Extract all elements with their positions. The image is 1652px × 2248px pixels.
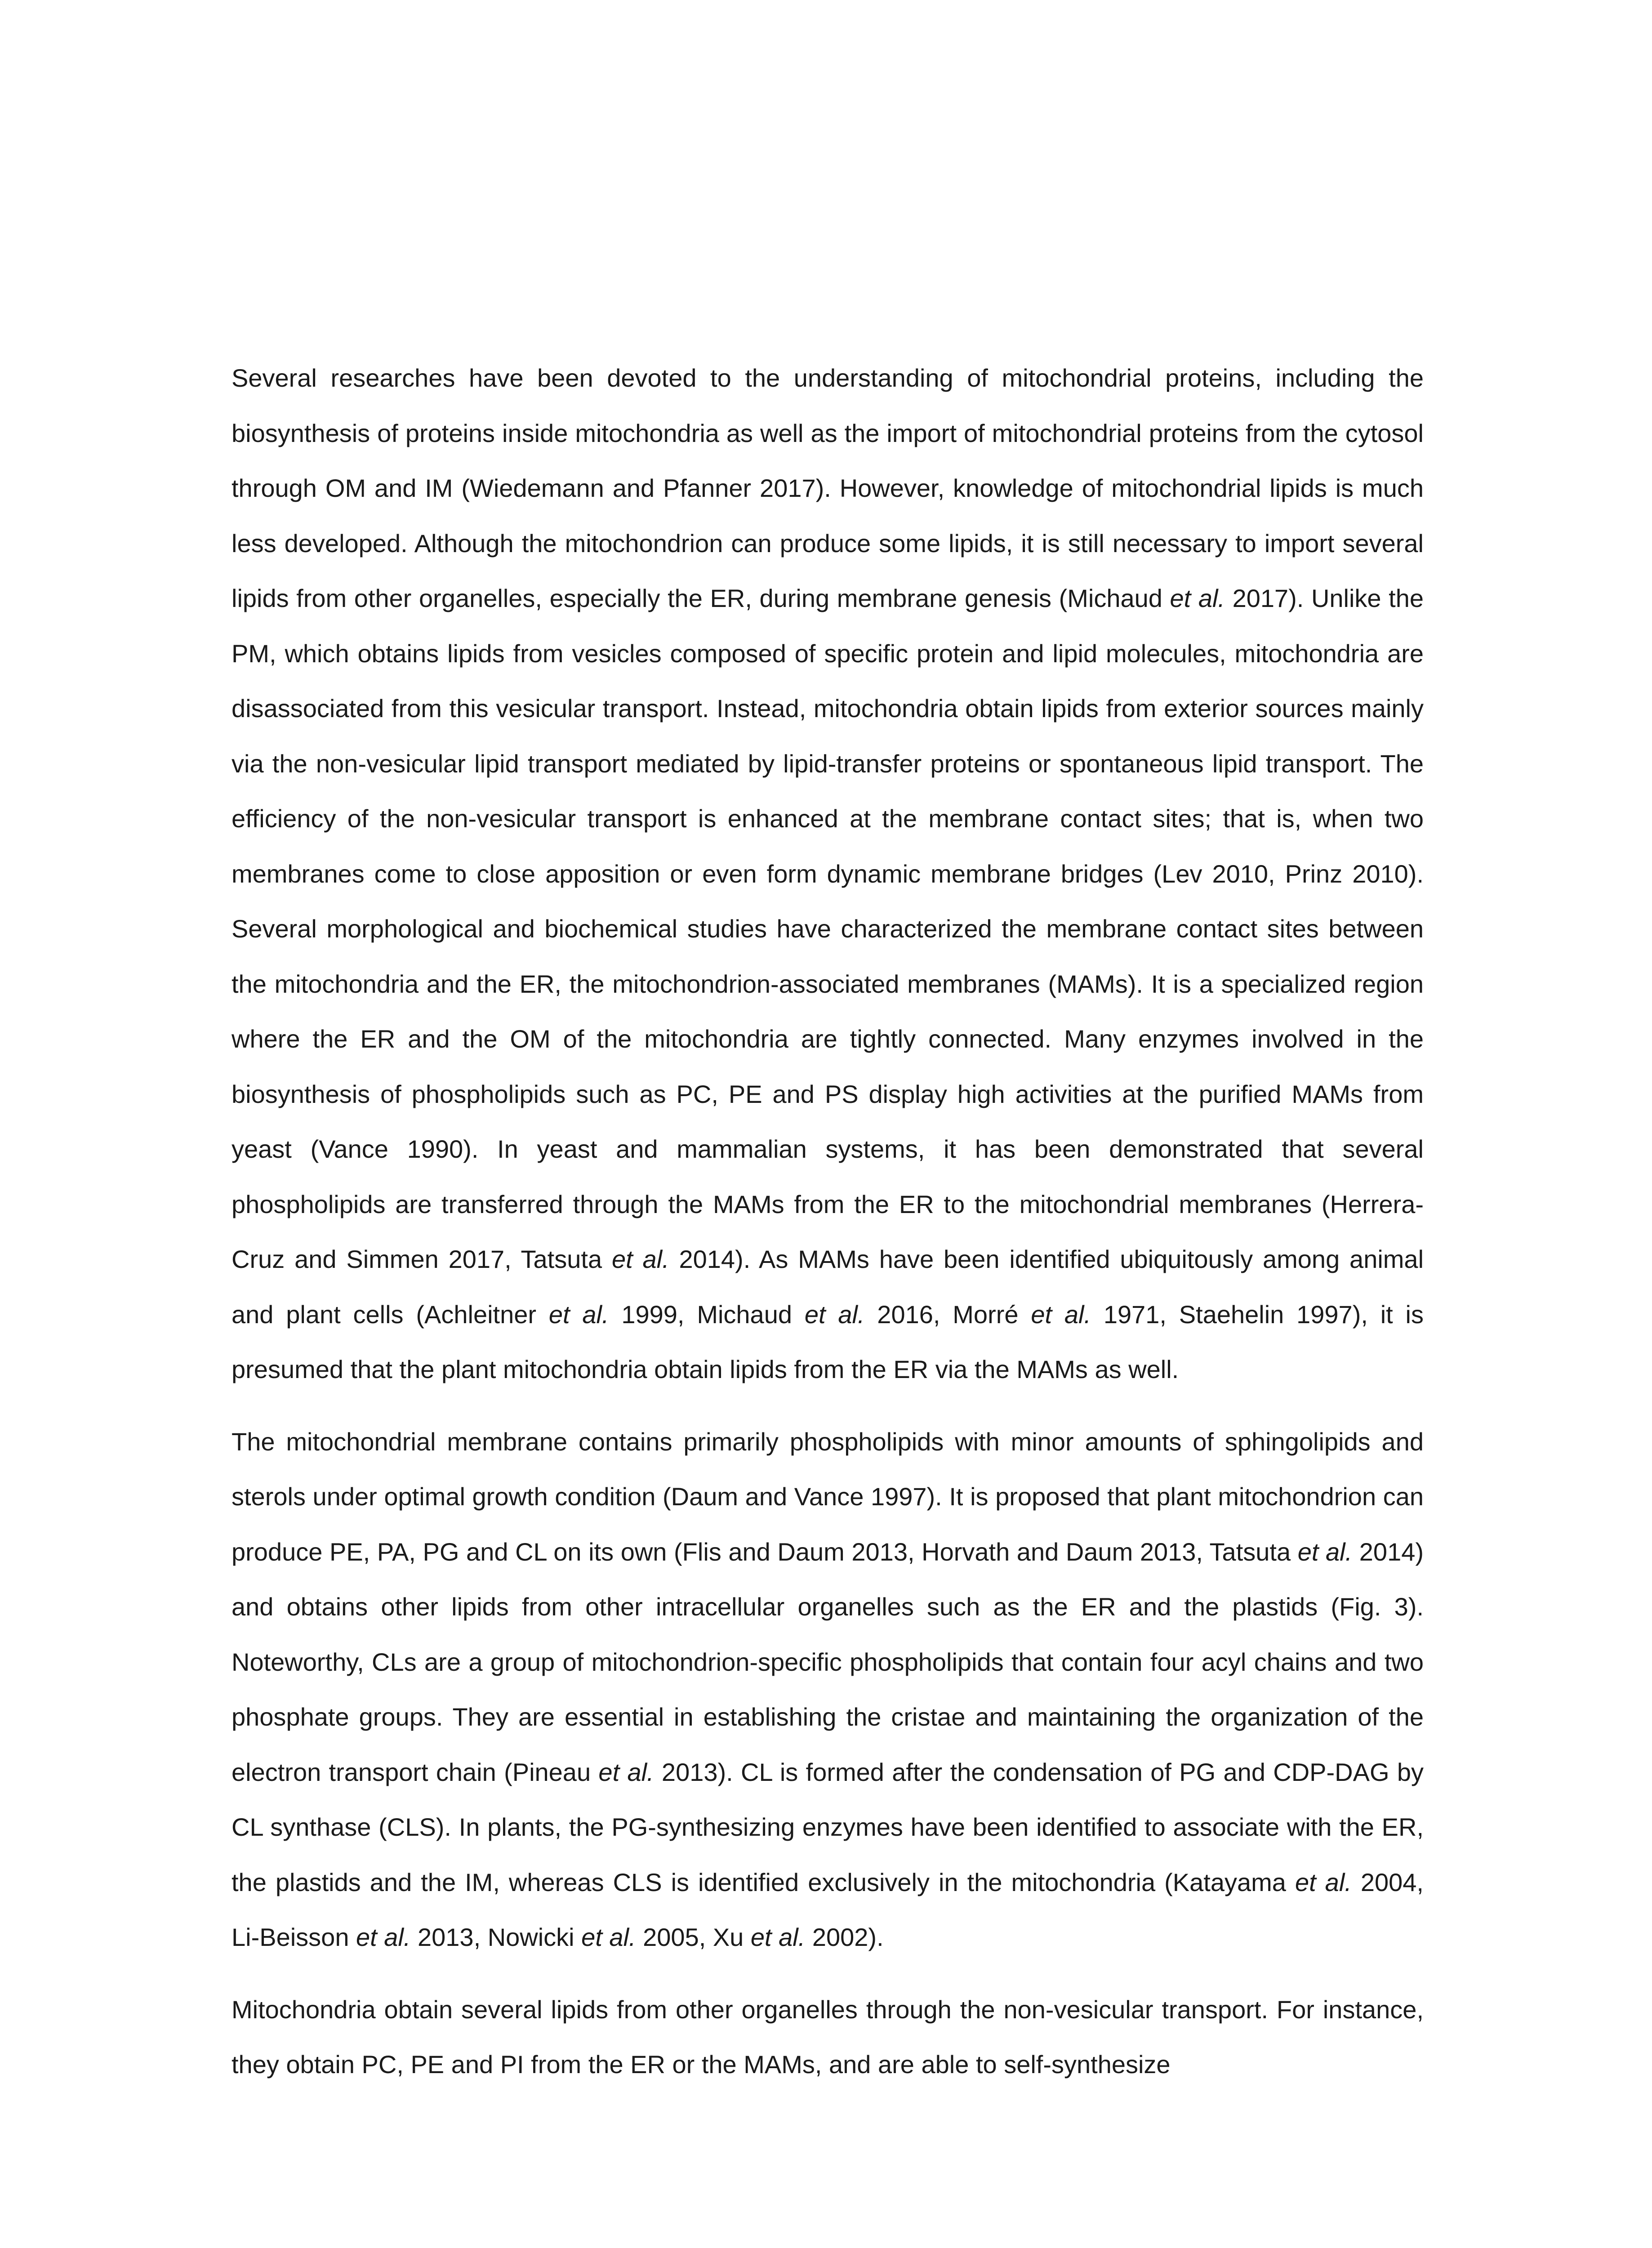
italic-text: et al. — [598, 1757, 654, 1786]
text-run: 1971, Staehelin 1997), it is presumed that the plant mitochondria obtain lipids from the ER via the MAMs as well. — [232, 1300, 1424, 1383]
text-run: 2002). — [805, 1923, 884, 1951]
text-run: The mitochondrial membrane contains primarily phospholipids with minor amounts of sphingolipids and sterols under optimal growth condition (Daum and Vance 1997). It is proposed that plant mitochondrion can produce PE, PA, PG and CL on its own (Flis and Daum 2013, Horvath and Daum 2013, Tatsuta — [232, 1427, 1424, 1566]
paragraph — [232, 351, 1424, 1397]
text-run: 2013). CL is formed after the condensation of PG and CDP-DAG by CL synthase (CLS). In plants, the PG-synthesizing enzymes have been identified to associate with the ER, the plastids and the IM, whereas CLS is identified exclusively in the mitochondria (Katayama — [232, 1757, 1424, 1896]
text-run: 1999, Michaud — [609, 1300, 805, 1329]
text-run: 2017). Unlike the PM, which obtains lipids from vesicles composed of specific protein and lipid molecules, mitochondria are disassociated from this vesicular transport. Instead, mitochondria obtain lipids from exterior sources mainly via the non-vesicular lipid transport mediated by lipid-transfer proteins or spontaneous lipid transport. The efficiency of the non-vesicular transport is enhanced at the membrane contact sites; that is, when two membranes come to close apposition or even form dynamic membrane bridges (Lev 2010, Prinz 2010). Several morphological and biochemical studies have characterized the membrane contact sites between the mitochondria and the ER, the mitochondrion-associated membranes (MAMs). It is a specialized region where the ER and the OM of the mitochondria are tightly connected. Many enzymes involved in the biosynthesis of phospholipids such as PC, PE and PS display high activities at the purified MAMs from yeast (Vance 1990). In yeast and mammalian systems, it has been demonstrated that several phospholipids are transferred through the MAMs from the ER to the mitochondrial membranes (Herrera-Cruz and Simmen 2017, Tatsuta — [232, 584, 1424, 1273]
italic-text: et al. — [1031, 1300, 1091, 1329]
italic-text: et al. — [804, 1300, 865, 1329]
italic-text: et al. — [1297, 1537, 1353, 1566]
text-run: 2004, Li-Beisson — [232, 1868, 1424, 1951]
italic-text: et al. — [581, 1923, 636, 1951]
text-run: Several researches have been devoted to the understanding of mitochondrial proteins, including the biosynthesis of proteins inside mitochondria as well as the import of mitochondrial proteins from the cytosol through OM and IM (Wiedemann and Pfanner 2017). However, knowledge of mitochondrial lipids is much less developed. Although the mitochondrion can produce some lipids, it is still necessary to import several lipids from other organelles, especially the ER, during membrane genesis (Michaud — [232, 364, 1424, 612]
italic-text: et al. — [1295, 1868, 1352, 1896]
text-run: 2013, Nowicki — [410, 1923, 582, 1951]
italic-text: et al. — [750, 1923, 806, 1951]
text-run: 2005, Xu — [636, 1923, 751, 1951]
text-run: 2014) and obtains other lipids from other intracellular organelles such as the ER and the plastids (Fig. 3). Noteworthy, CLs are a group of mitochondrion-specific phospholipids that contain four acyl chains and two phosphate groups. They are essential in establishing the cristae and maintaining the organization of the electron transport chain (Pineau — [232, 1537, 1424, 1786]
italic-text: et al. — [356, 1923, 411, 1951]
italic-text: et al. — [1170, 584, 1225, 612]
text-run: 2016, Morré — [864, 1300, 1031, 1329]
paragraph — [232, 1982, 1424, 2092]
paragraph — [232, 1414, 1424, 1965]
text-run: Mitochondria obtain several lipids from other organelles through the non-vesicular transport. For instance, they obtain PC, PE and PI from the ER or the MAMs, and are able to self-synthesize — [232, 1995, 1424, 2079]
text-run: 2014). As MAMs have been identified ubiquitously among animal and plant cells (Achleitner — [232, 1245, 1424, 1329]
body-text — [232, 351, 1424, 2092]
italic-text: et al. — [611, 1245, 669, 1273]
italic-text: et al. — [548, 1300, 609, 1329]
